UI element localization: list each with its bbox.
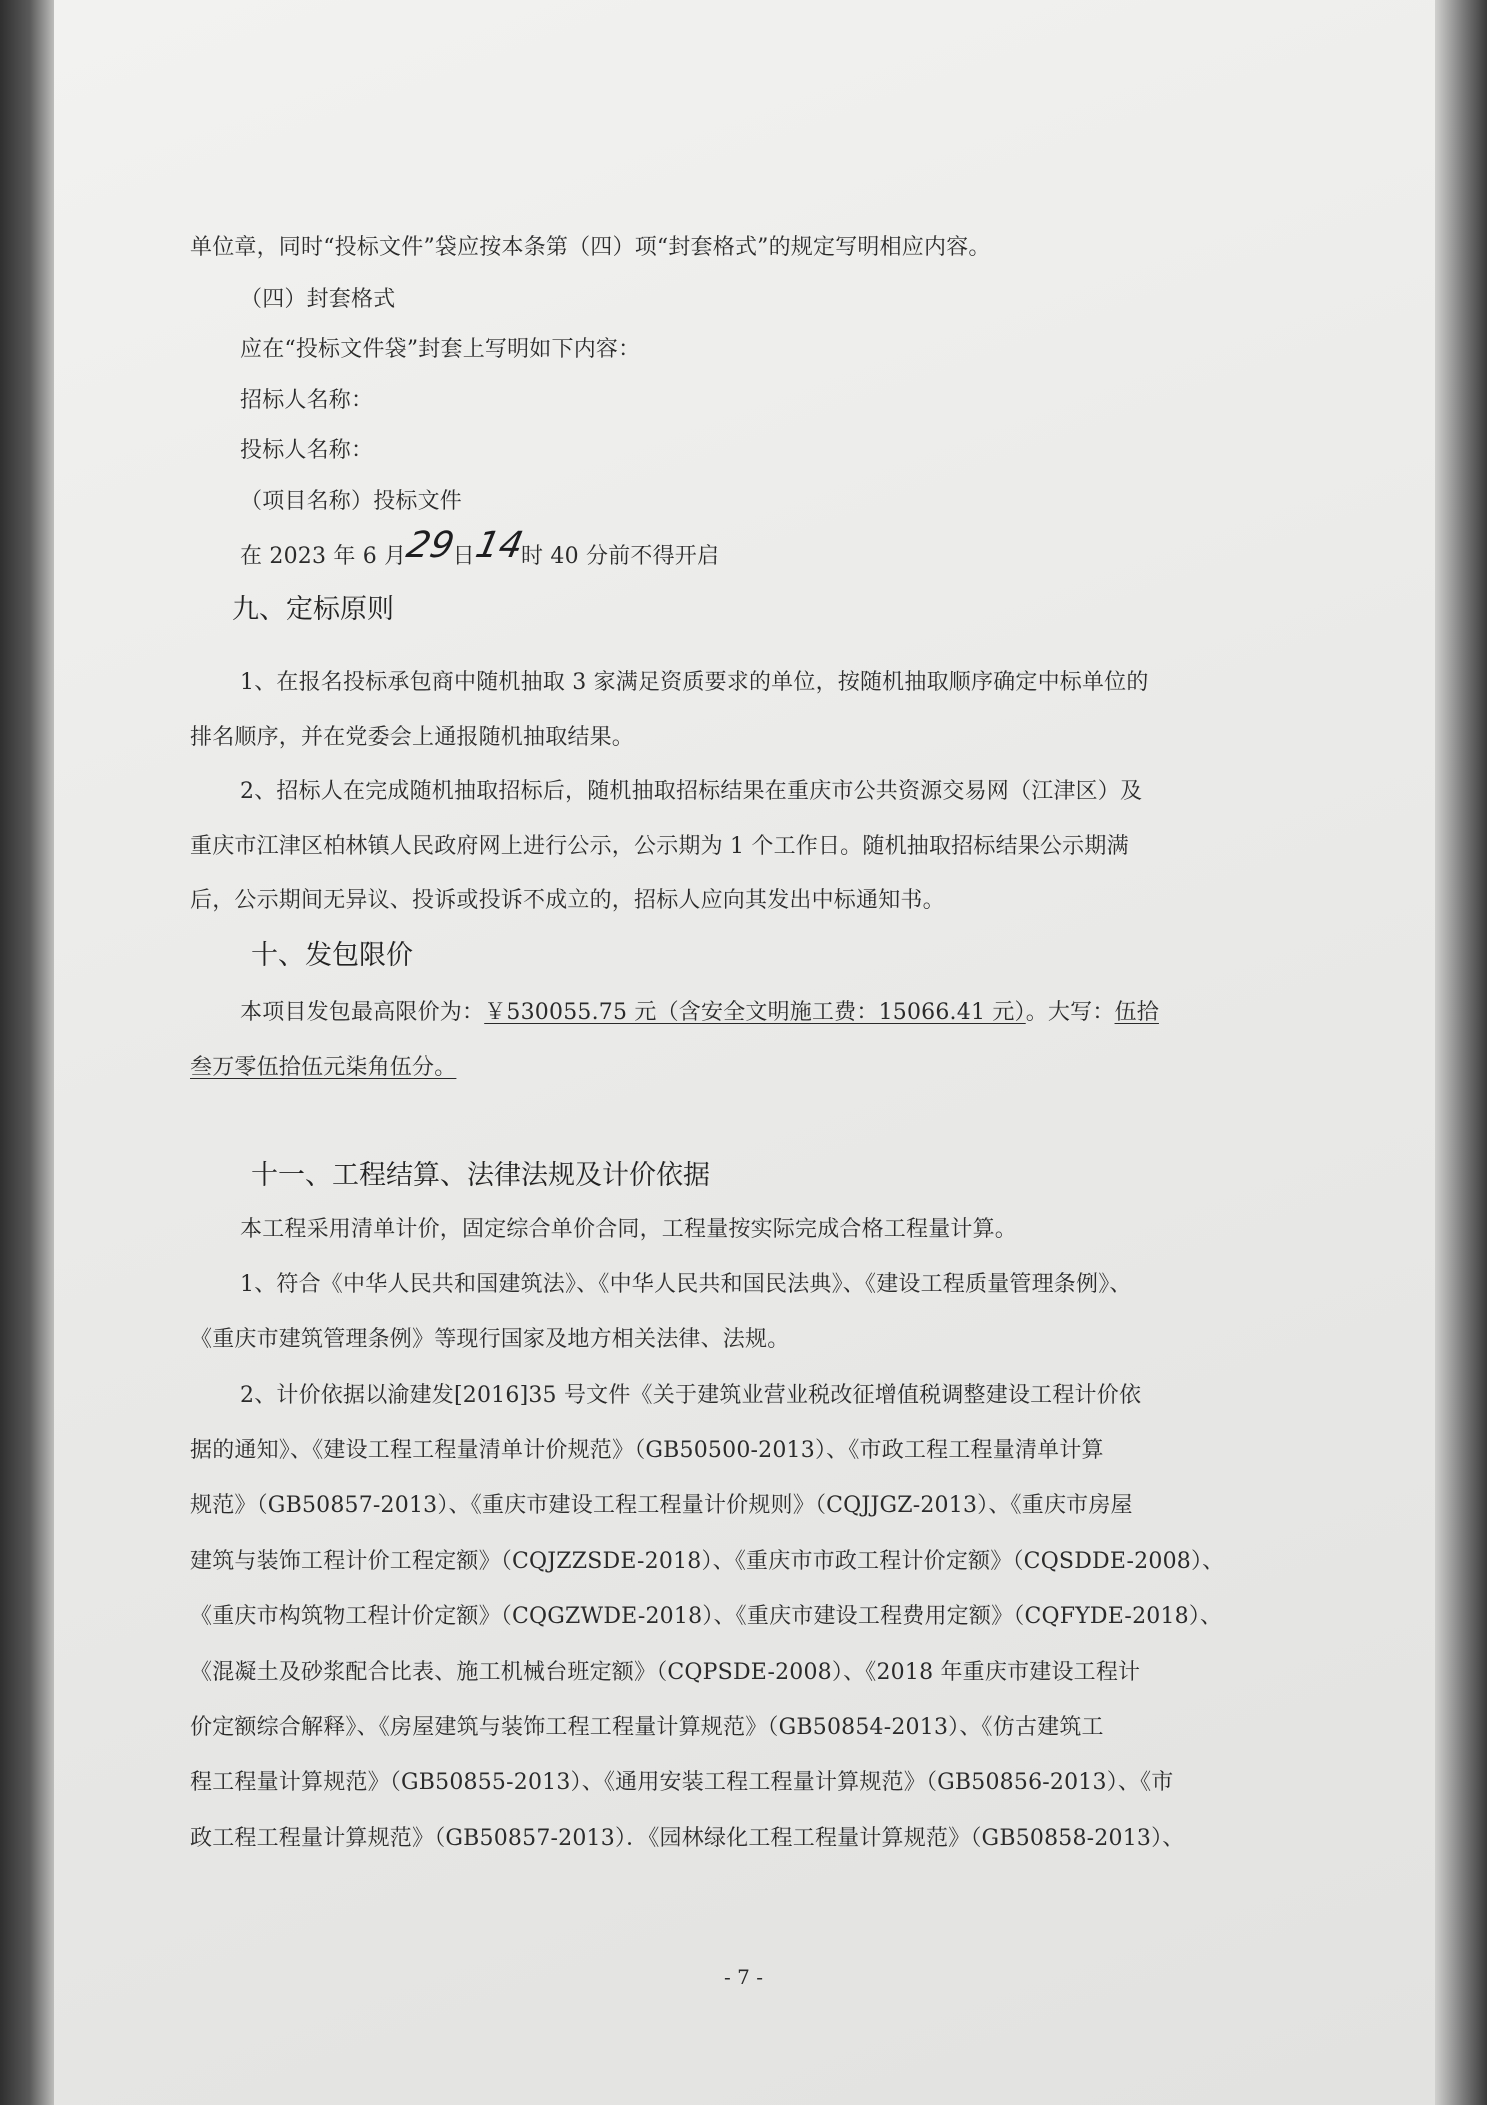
text-line: 应在“投标文件袋”封套上写明如下内容： xyxy=(240,337,641,362)
handwritten-hour: 14 xyxy=(471,525,527,566)
section-heading-11: 十一、工程结算、法律法规及计价依据 xyxy=(251,1160,710,1191)
text-line: 建筑与装饰工程计价工程定额》（CQJZZSDE-2018）、《重庆市市政工程计价定额》（CQSDDE-2008）、 xyxy=(190,1549,1225,1574)
text-line: 程工程量计算规范》（GB50855-2013）、《通用安装工程工程量计算规范》（GB50856-2013）、《市 xyxy=(190,1770,1174,1795)
page-number: - 7 - xyxy=(724,1965,763,1989)
handwritten-day: 29 xyxy=(403,525,459,566)
opening-time-line xyxy=(240,525,1340,572)
max-price-value: ￥530055.75 元（含安全文明施工费：15066.41 元） xyxy=(484,1000,1026,1025)
text-line: 1、符合《中华人民共和国建筑法》、《中华人民共和国民法典》、《建设工程质量管理条例》、 xyxy=(240,1272,1132,1297)
text-line: 排名顺序，并在党委会上通报随机抽取结果。 xyxy=(190,725,635,750)
text-line: 据的通知》、《建设工程工程量清单计价规范》（GB50500-2013）、《市政工程工程量清单计算 xyxy=(190,1438,1104,1463)
subheading-envelope-format: （四）封套格式 xyxy=(240,287,396,312)
field-project-name: （项目名称）投标文件 xyxy=(240,489,463,514)
text-line: 《重庆市建筑管理条例》等现行国家及地方相关法律、法规。 xyxy=(190,1327,790,1352)
opening-time-suffix: 时 40 分前不得开启 xyxy=(521,544,720,569)
text-line: 《混凝土及砂浆配合比表、施工机械台班定额》（CQPSDE-2008）、《2018 年重庆市建设工程计 xyxy=(190,1660,1141,1685)
text-line: 2、计价依据以渝建发[2016]35 号文件《关于建筑业营业税改征增值税调整建设工程计价依 xyxy=(240,1383,1142,1408)
text-line: 单位章，同时“投标文件”袋应按本条第（四）项“封套格式”的规定写明相应内容。 xyxy=(190,235,991,260)
text-line: 《重庆市构筑物工程计价定额》（CQGZWDE-2018）、《重庆市建设工程费用定额》（CQFYDE-2018）、 xyxy=(190,1604,1223,1629)
opening-time-day-unit: 日 xyxy=(452,544,475,569)
text-line: 2、招标人在完成随机抽取招标后，随机抽取招标结果在重庆市公共资源交易网（江津区）及 xyxy=(240,779,1143,804)
text-line: 1、在报名投标承包商中随机抽取 3 家满足资质要求的单位，按随机抽取顺序确定中标单位的 xyxy=(240,670,1149,695)
text-line: 后，公示期间无异议、投诉或投诉不成立的，招标人应向其发出中标通知书。 xyxy=(190,888,945,913)
price-line-continued xyxy=(190,1053,1290,1083)
section-heading-10: 十、发包限价 xyxy=(251,940,413,971)
capital-amount-part2: 叁万零伍拾伍元柒角伍分。 xyxy=(190,1055,457,1080)
capital-label: 。大写： xyxy=(1025,1000,1115,1025)
scan-right-edge xyxy=(1435,0,1487,2105)
text-line: 价定额综合解释》、《房屋建筑与装饰工程工程量计算规范》（GB50854-2013）、《仿古建筑工 xyxy=(190,1715,1104,1740)
field-tenderer-name: 招标人名称： xyxy=(240,388,374,413)
section-heading-9: 九、定标原则 xyxy=(232,594,394,625)
opening-time-prefix: 在 2023 年 6 月 xyxy=(240,544,407,569)
capital-amount-part1: 伍拾 xyxy=(1114,1000,1159,1025)
text-line: 规范》（GB50857-2013）、《重庆市建设工程工程量计价规则》（CQJJGZ-2013）、《重庆市房屋 xyxy=(190,1493,1133,1518)
price-label: 本项目发包最高限价为： xyxy=(240,1000,485,1025)
text-line: 本工程采用清单计价，固定综合单价合同，工程量按实际完成合格工程量计算。 xyxy=(240,1217,1018,1242)
text-line: 政工程工程量计算规范》（GB50857-2013）．《园林绿化工程工程量计算规范》（GB50858-2013）、 xyxy=(190,1826,1185,1851)
field-bidder-name: 投标人名称： xyxy=(240,438,374,463)
text-line: 重庆市江津区柏林镇人民政府网上进行公示，公示期为 1 个工作日。随机抽取招标结果公示期满 xyxy=(190,834,1129,859)
scan-left-edge xyxy=(0,0,54,2105)
price-line xyxy=(240,998,1340,1028)
